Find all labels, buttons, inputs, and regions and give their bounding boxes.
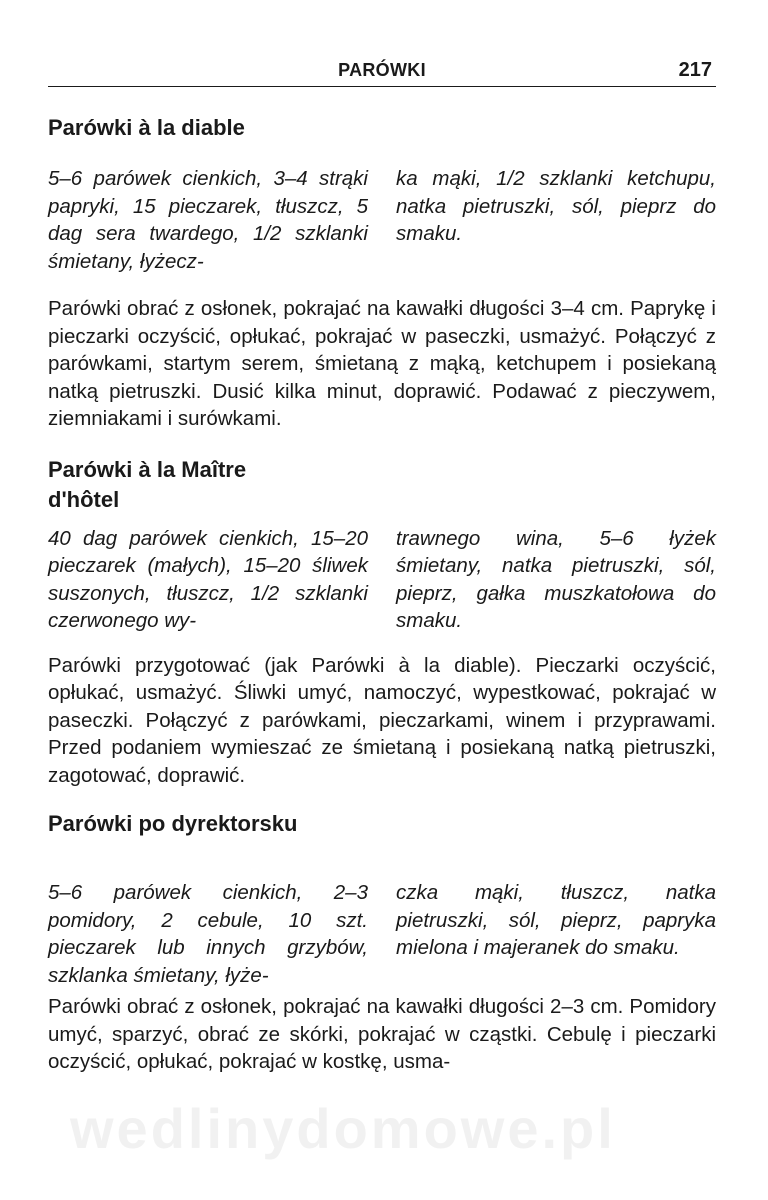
method-paragraph: Parówki obrać z osłonek, pokrajać na kawałki długości 3–4 cm. Paprykę i pieczarki oczyścić, opłukać, pokrajać w paseczki, usmażyć. Połączyć z parówkami, startym serem, śmietaną z mąką, ketchupem i posiekaną natką pietruszki. Dusić kilka minut, doprawić. Podawać z pieczywem, ziemniakami i surówkami. [48,297,716,430]
ingredients [48,525,716,635]
ingredients [48,879,716,989]
ingredients-right-column: czka mąki, tłuszcz, natka pietruszki, sól, pieprz, papryka mielona i majeranek do smaku. [396,881,716,959]
recipe-title-line-2: d'hôtel [48,486,120,512]
recipe-po-dyrektorsku [48,809,716,1076]
ingredients-left-column: 5–6 parówek cienkich, 2–3 pomidory, 2 cebule, 10 szt. pieczarek lub innych grzybów, szklanka śmietany, łyże- [48,881,368,987]
running-head [48,56,716,87]
recipe-diable [48,113,716,433]
recipe-title: Parówki po dyrektorsku [48,811,298,836]
ingredients-left-column: 5–6 parówek cienkich, 3–4 strąki papryki, 15 pieczarek, tłuszcz, 5 dag sera twardego, 1/2 szklanki śmietany, łyżecz- [48,167,368,273]
running-title: PARÓWKI [338,60,426,80]
page-number: 217 [678,59,712,81]
method-paragraph: Parówki przygotować (jak Parówki à la diable). Pieczarki oczyścić, opłukać, usmażyć. Śliwki umyć, namoczyć, wypestkować, pokrajać w paseczki. Połączyć z parówkami, pieczarkami, winem i przyprawami. Przed podaniem wymieszać ze śmietaną i posiekaną natką pietruszki, zagotować, doprawić. [48,653,716,787]
book-page [48,56,716,1076]
method-paragraph: Parówki obrać z osłonek, pokrajać na kawałki długości 2–3 cm. Pomidory umyć, sparzyć, obrać ze skórki, pokrajać w cząstki. Cebulę i pieczarki oczyścić, opłukać, pokrajać w kostkę, usma- [48,995,716,1073]
recipe-title-line-1: Parówki à la Maître [48,456,247,482]
recipe-title: Parówki à la diable [48,115,245,140]
ingredients-left-column: 40 dag parówek cienkich, 15–20 pieczarek (małych), 15–20 śliwek suszonych, tłuszcz, 1/2 szklanki czerwonego wy- [48,526,368,632]
recipe-title [48,455,716,515]
recipe-maitre-dhotel [48,455,716,790]
ingredients-right-column: trawnego wina, 5–6 łyżek śmietany, natka pietruszki, sól, pieprz, gałka muszkatołowa do smaku. [396,526,716,632]
watermark: wedlinydomowe.pl [70,1097,616,1160]
ingredients-right-column: ka mąki, 1/2 szklanki ketchupu, natka pietruszki, sól, pieprz do smaku. [396,167,716,245]
ingredients [48,165,716,275]
